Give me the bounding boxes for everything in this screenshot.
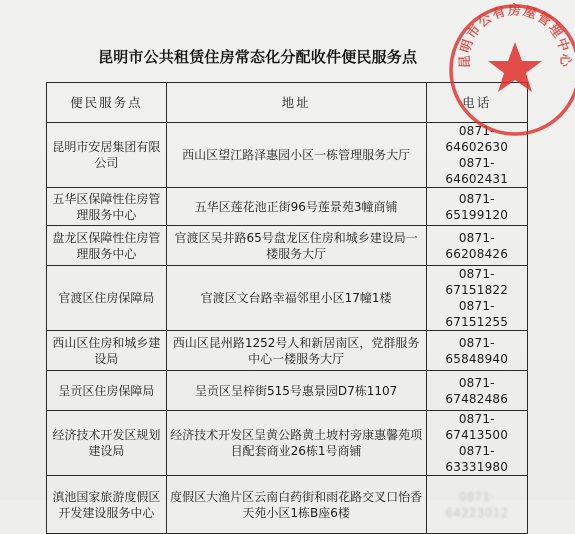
cell-address: 五华区莲花池正街96号莲景苑3幢商铺 (166, 188, 426, 226)
cell-phone (426, 371, 528, 411)
cell-point: 五华区保障性住房管理服务中心 (47, 188, 167, 226)
cell-point: 呈贡区住房保障局 (47, 371, 167, 411)
cell-address: 官渡区文台路幸福邻里小区17幢1楼 (166, 266, 426, 331)
service-points-table (46, 82, 528, 534)
page-title: 昆明市公共租赁住房常态化分配收件便民服务点 (98, 48, 418, 66)
header-point: 便民服务点 (47, 83, 167, 123)
cell-address: 官渡区吴井路65号盘龙区住房和城乡建设局一楼服务大厅 (166, 226, 426, 266)
phone-number: 0871-63331980 (445, 444, 509, 474)
cell-address: 西山区望江路泽惠园小区一栋管理服务大厅 (166, 123, 426, 188)
phone-number: 0871-67151255 (445, 299, 509, 329)
phone-number: 0871-67413500 (445, 412, 509, 442)
table-row (47, 188, 528, 226)
table-row (47, 476, 528, 534)
cell-point: 滇池国家旅游度假区开发建设服务中心 (47, 476, 167, 534)
cell-address: 呈贡区呈梓街515号惠景园D7栋1107 (166, 371, 426, 411)
phone-number: 0871-67151822 (445, 267, 509, 297)
cell-point: 经济技术开发区规划建设局 (47, 411, 167, 476)
cell-phone (426, 331, 528, 371)
cell-phone (426, 226, 528, 266)
official-seal (440, 0, 575, 142)
phone-number: 0871-64602431 (445, 156, 509, 186)
phone-number: 0871-65848940 (445, 335, 509, 366)
cell-phone (426, 266, 528, 331)
cell-point: 昆明市安居集团有限公司 (47, 123, 167, 188)
phone-number: 0871-67482486 (445, 375, 509, 406)
table-row (47, 331, 528, 371)
header-phone: 电话 (426, 83, 528, 123)
cell-point: 盘龙区保障性住房管理服务中心 (47, 226, 167, 266)
cell-address: 度假区大渔片区云南白药街和雨花路交叉口怡香天苑小区1栋B座6楼 (166, 476, 426, 534)
header-address: 地址 (166, 83, 426, 123)
phone-number: 0871-64602630 (445, 124, 509, 154)
table-row (47, 371, 528, 411)
cell-point: 西山区住房和城乡建设局 (47, 331, 167, 371)
cell-point: 官渡区住房保障局 (47, 266, 167, 331)
seal-star-icon (488, 42, 542, 92)
cell-phone-obscured (426, 476, 528, 534)
phone-number: 0871-64223012 (445, 489, 509, 520)
table-row (47, 226, 528, 266)
cell-address: 西山区昆州路1252号人和新居南区，党群服务中心一楼服务大厅 (166, 331, 426, 371)
table-row (47, 411, 528, 476)
cell-address: 经济技术开发区呈黄公路黄土坡村旁康惠馨苑项目配套商业26栋1号商铺 (166, 411, 426, 476)
seal-text-path: 昆明市公有房屋管理中心 (457, 3, 573, 69)
table-row (47, 266, 528, 331)
phone-number: 0871-66208426 (445, 230, 509, 261)
cell-phone (426, 411, 528, 476)
phone-number: 0871-65199120 (445, 191, 509, 222)
cell-phone (426, 188, 528, 226)
